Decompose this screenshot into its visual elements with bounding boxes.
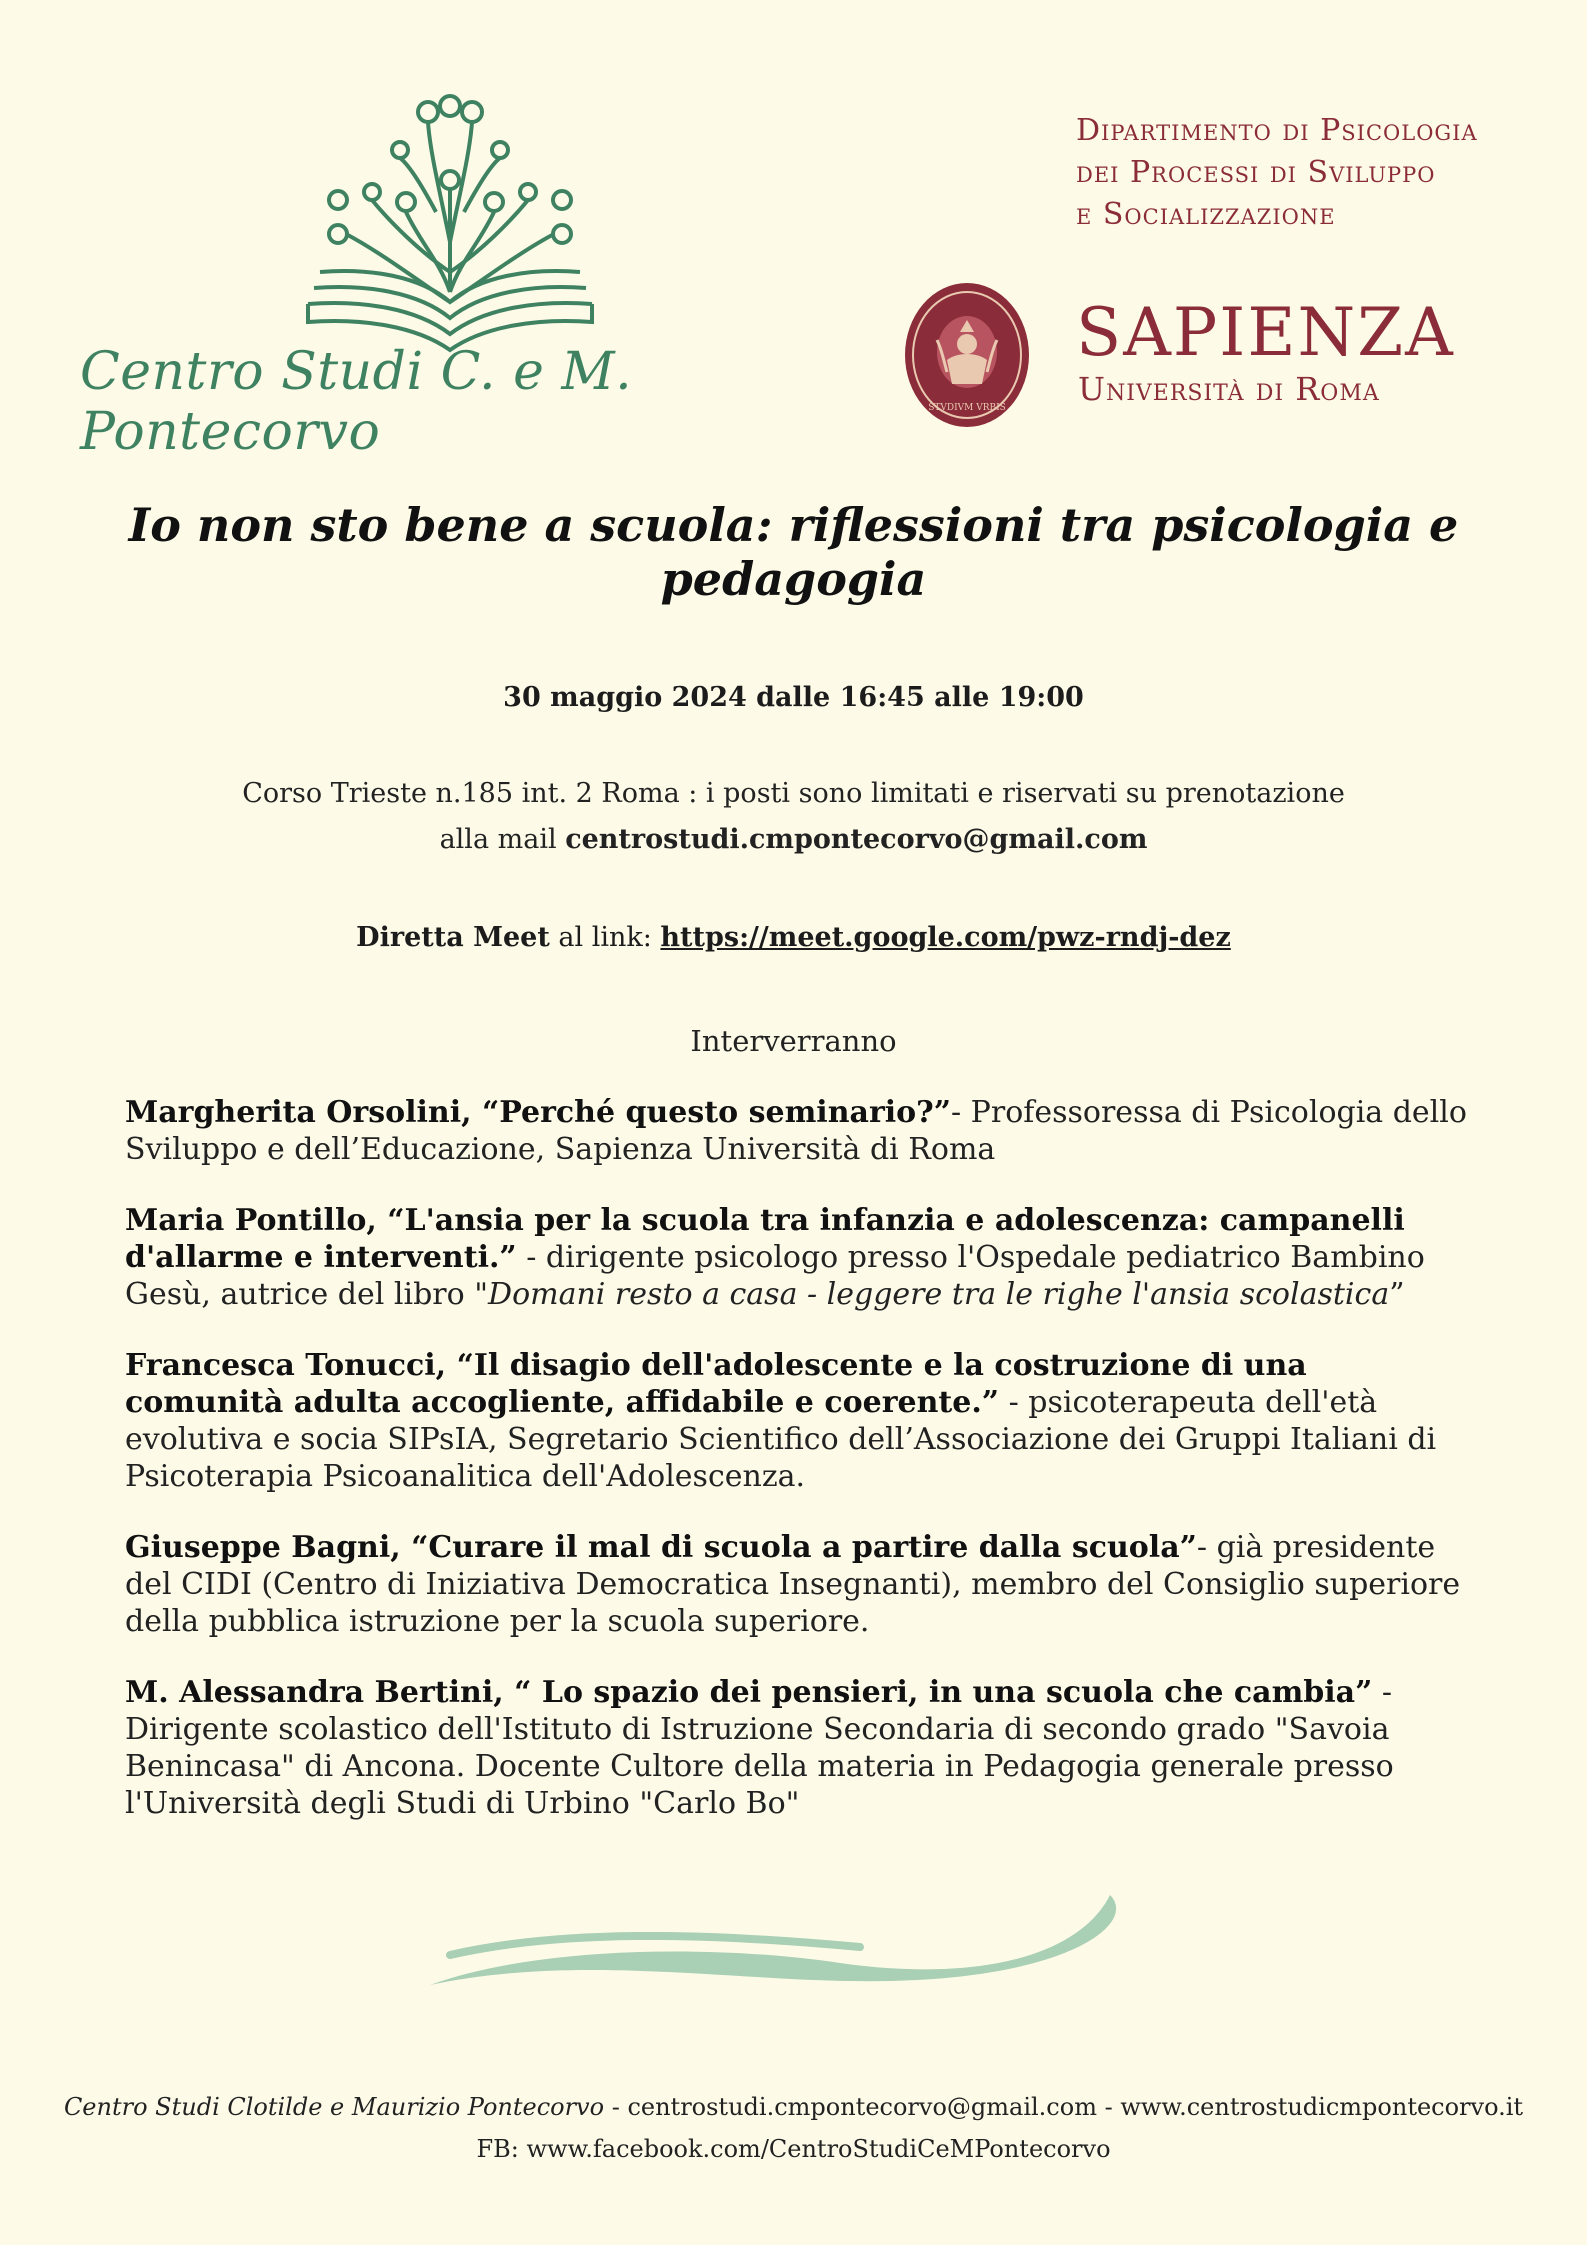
speaker-talk: “Il disagio dell'adolescente e la costruzione di una comunità adulta accogliente, affidabile e coerente.” (125, 1348, 1307, 1420)
footer-org: Centro Studi Clotilde e Maurizio Pontecorvo (63, 2093, 605, 2121)
speaker-talk: “L'ansia per la scuola tra infanzia e adolescenza: campanelli d'allarme e interventi.” (125, 1203, 1405, 1275)
speaker-item (125, 1347, 1470, 1495)
footer-contacts (0, 2093, 1587, 2121)
speaker-name: Francesca Tonucci, (125, 1348, 457, 1383)
meet-label: Diretta Meet (356, 922, 550, 953)
speaker-talk: “ Lo spazio dei pensieri, in una scuola che cambia” (514, 1675, 1373, 1710)
speaker-talk: “Curare il mal di scuola a partire dalla scuola” (411, 1530, 1197, 1565)
speaker-item (125, 1529, 1470, 1640)
event-title: Io non sto bene a scuola: riflessioni tra psicologia e pedagogia (128, 498, 1459, 606)
speaker-desc-end: ” (1389, 1277, 1405, 1312)
mail-prefix: alla mail (439, 824, 566, 855)
speaker-desc: - Professoressa di Psicologia dello Sviluppo e dell’Educazione, Sapienza Università di Roma (125, 1095, 1467, 1167)
speaker-talk: “Perché questo seminario?” (482, 1095, 951, 1130)
speaker-item (125, 1674, 1470, 1822)
event-date: 30 maggio 2024 dalle 16:45 alle 19:00 (503, 682, 1084, 713)
event-address: Corso Trieste n.185 int. 2 Roma : i posti sono limitati e riservati su prenotazione (242, 778, 1345, 809)
speaker-name: Margherita Orsolini, (125, 1095, 482, 1130)
sapienza-seal-logo (902, 280, 1032, 430)
speaker-desc: - Dirigente scolastico dell'Istituto di Istruzione Secondaria di secondo grado "Savoia Benincasa" di Ancona. Docente Cultore della materia in Pedagogia generale presso l'Università degli Studi di Urbino "Carlo Bo" (125, 1675, 1394, 1821)
speakers-heading: Interverranno (690, 1024, 897, 1058)
speakers-list (125, 1094, 1470, 1856)
department-line: e Socializzazione (1076, 197, 1336, 232)
footer-contact-text[interactable]: - centrostudi.cmpontecorvo@gmail.com - www.centrostudicmpontecorvo.it (604, 2093, 1524, 2121)
speaker-name: Giuseppe Bagni, (125, 1530, 412, 1565)
mail-address[interactable]: centrostudi.cmpontecorvo@gmail.com (565, 824, 1148, 855)
department-line: Dipartimento di Psicologia (1076, 113, 1478, 148)
speaker-item (125, 1202, 1470, 1313)
speaker-item (125, 1094, 1470, 1168)
sapienza-subtitle: Università di Roma (1078, 370, 1380, 408)
speaker-desc: - psicoterapeuta dell'età evolutiva e socia SIPsIA, Segretario Scientifico dell’Associazione dei Gruppi Italiani di Psicoterapia Psicoanalitica dell'Adolescenza. (125, 1385, 1437, 1494)
speaker-name: M. Alessandra Bertini, (125, 1675, 515, 1710)
meet-mid: al link: (549, 922, 661, 953)
speaker-desc: - dirigente psicologo presso l'Ospedale pediatrico Bambino Gesù, autrice del libro " (125, 1240, 1425, 1312)
speaker-name: Maria Pontillo, (125, 1203, 388, 1238)
meet-link[interactable]: https://meet.google.com/pwz-rndj-dez (660, 922, 1231, 953)
footer-facebook[interactable]: FB: www.facebook.com/CentroStudiCeMPontecorvo (476, 2135, 1111, 2163)
decorative-swoosh (420, 1885, 1160, 1995)
speaker-book-title: Domani resto a casa - leggere tra le righe l'ansia scolastica (488, 1277, 1390, 1312)
event-mail-line (0, 824, 1587, 855)
meet-line (0, 922, 1587, 953)
speaker-desc: - già presidente del CIDI (Centro di Iniziativa Democratica Insegnanti), membro del Consiglio superiore della pubblica istruzione per la scuola superiore. (125, 1530, 1461, 1639)
department-name (1076, 110, 1566, 236)
seal-text: STVDIVM VRBIS (928, 403, 1006, 413)
centro-studi-name: Centro Studi C. e M. Pontecorvo (80, 342, 633, 462)
department-line: dei Processi di Sviluppo (1076, 155, 1436, 190)
sapienza-name: SAPIENZA (1076, 294, 1455, 371)
centro-studi-tree-book-logo (300, 92, 600, 362)
